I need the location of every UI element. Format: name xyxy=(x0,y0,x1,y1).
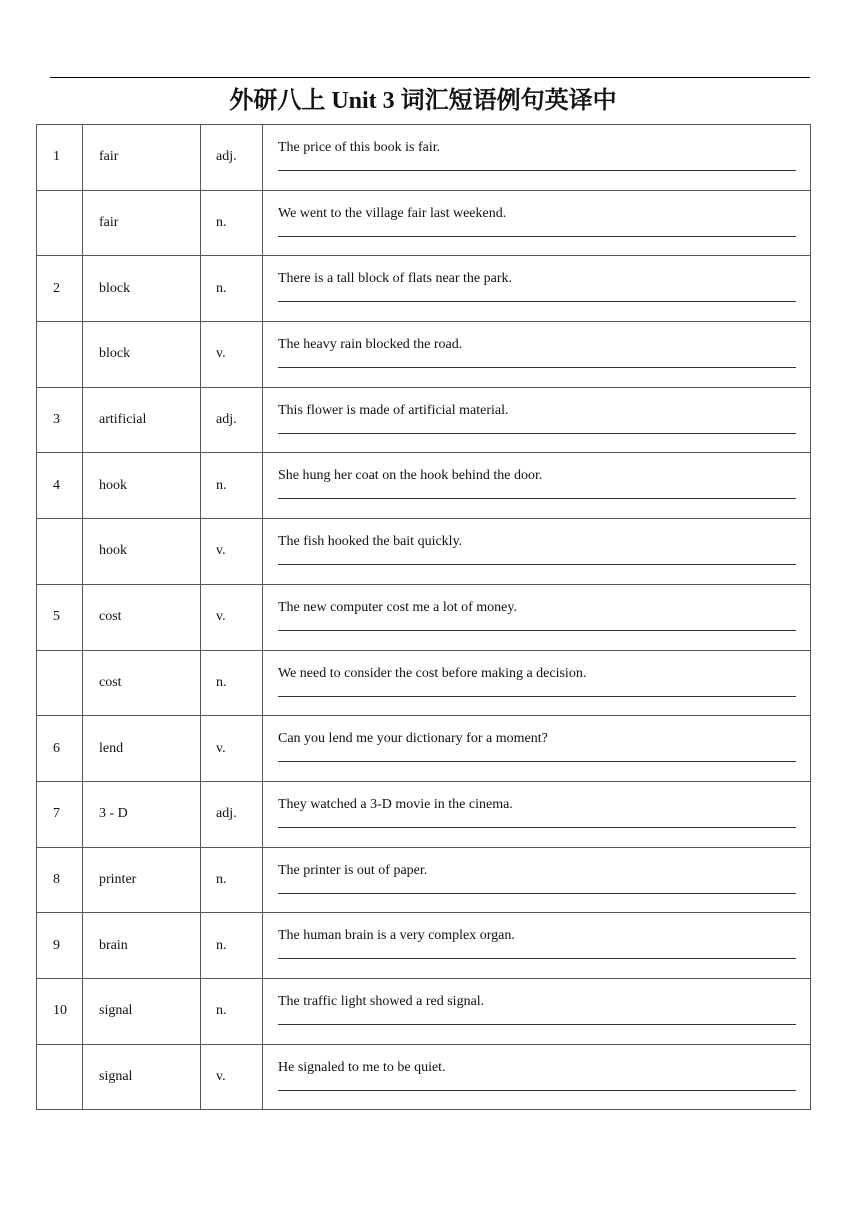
table-row xyxy=(37,847,811,913)
row-number xyxy=(37,650,83,716)
table-row xyxy=(37,650,811,716)
sentence-cell xyxy=(263,781,811,847)
part-of-speech: n. xyxy=(201,190,263,256)
example-sentence: There is a tall block of flats near the park. xyxy=(278,271,513,287)
example-sentence: We went to the village fair last weekend. xyxy=(278,205,507,221)
row-number: 1 xyxy=(37,125,83,191)
part-of-speech: n. xyxy=(201,913,263,979)
table-row xyxy=(37,387,811,453)
sentence-cell xyxy=(263,387,811,453)
vocab-word: fair xyxy=(83,190,201,256)
part-of-speech: v. xyxy=(201,1044,263,1110)
sentence-cell xyxy=(263,190,811,256)
sentence-cell xyxy=(263,913,811,979)
part-of-speech: n. xyxy=(201,453,263,519)
row-number: 8 xyxy=(37,847,83,913)
row-number: 2 xyxy=(37,256,83,322)
sentence-cell xyxy=(263,847,811,913)
vocab-word: cost xyxy=(83,584,201,650)
row-number: 3 xyxy=(37,387,83,453)
vocab-word: artificial xyxy=(83,387,201,453)
row-number xyxy=(37,190,83,256)
example-sentence: The fish hooked the bait quickly. xyxy=(278,534,463,550)
sentence-cell xyxy=(263,978,811,1044)
example-sentence: He signaled to me to be quiet. xyxy=(278,1059,446,1075)
table-row xyxy=(37,1044,811,1110)
part-of-speech: adj. xyxy=(201,387,263,453)
translation-answer-line[interactable] xyxy=(278,170,796,171)
translation-answer-line[interactable] xyxy=(278,893,796,894)
row-number xyxy=(37,322,83,388)
vocab-word: block xyxy=(83,322,201,388)
vocabulary-table xyxy=(36,124,811,1110)
example-sentence: The heavy rain blocked the road. xyxy=(278,337,463,353)
translation-answer-line[interactable] xyxy=(278,827,796,828)
translation-answer-line[interactable] xyxy=(278,564,796,565)
vocab-word: brain xyxy=(83,913,201,979)
example-sentence: The traffic light showed a red signal. xyxy=(278,993,485,1009)
vocab-word: printer xyxy=(83,847,201,913)
table-row xyxy=(37,781,811,847)
sentence-cell xyxy=(263,1044,811,1110)
example-sentence: They watched a 3-D movie in the cinema. xyxy=(278,796,513,812)
sentence-cell xyxy=(263,716,811,782)
vocab-word: cost xyxy=(83,650,201,716)
part-of-speech: v. xyxy=(201,519,263,585)
row-number: 7 xyxy=(37,781,83,847)
translation-answer-line[interactable] xyxy=(278,761,796,762)
row-number: 5 xyxy=(37,584,83,650)
part-of-speech: n. xyxy=(201,256,263,322)
translation-answer-line[interactable] xyxy=(278,301,796,302)
page-title: 外研八上 Unit 3 词汇短语例句英译中 xyxy=(229,88,617,114)
part-of-speech: n. xyxy=(201,650,263,716)
example-sentence: The new computer cost me a lot of money. xyxy=(278,599,517,615)
part-of-speech: n. xyxy=(201,847,263,913)
translation-answer-line[interactable] xyxy=(278,498,796,499)
table-row xyxy=(37,453,811,519)
translation-answer-line[interactable] xyxy=(278,1090,796,1091)
row-number: 10 xyxy=(37,978,83,1044)
vocab-word: 3 - D xyxy=(83,781,201,847)
vocab-word: fair xyxy=(83,125,201,191)
example-sentence: The printer is out of paper. xyxy=(278,862,428,878)
sentence-cell xyxy=(263,256,811,322)
translation-answer-line[interactable] xyxy=(278,696,796,697)
part-of-speech: n. xyxy=(201,978,263,1044)
vocab-word: hook xyxy=(83,519,201,585)
row-number: 9 xyxy=(37,913,83,979)
table-row xyxy=(37,190,811,256)
example-sentence: Can you lend me your dictionary for a moment? xyxy=(278,731,548,747)
table-row xyxy=(37,913,811,979)
vocab-word: signal xyxy=(83,978,201,1044)
part-of-speech: v. xyxy=(201,584,263,650)
sentence-cell xyxy=(263,453,811,519)
table-row xyxy=(37,716,811,782)
vocab-word: lend xyxy=(83,716,201,782)
example-sentence: The human brain is a very complex organ. xyxy=(278,928,515,944)
part-of-speech: adj. xyxy=(201,125,263,191)
table-row xyxy=(37,978,811,1044)
vocab-word: block xyxy=(83,256,201,322)
translation-answer-line[interactable] xyxy=(278,367,796,368)
vocab-word: signal xyxy=(83,1044,201,1110)
translation-answer-line[interactable] xyxy=(278,1024,796,1025)
table-row xyxy=(37,584,811,650)
translation-answer-line[interactable] xyxy=(278,236,796,237)
vocab-word: hook xyxy=(83,453,201,519)
sentence-cell xyxy=(263,584,811,650)
translation-answer-line[interactable] xyxy=(278,433,796,434)
header-rule xyxy=(50,77,810,78)
sentence-cell xyxy=(263,125,811,191)
example-sentence: She hung her coat on the hook behind the door. xyxy=(278,468,543,484)
table-row xyxy=(37,256,811,322)
part-of-speech: v. xyxy=(201,322,263,388)
row-number xyxy=(37,519,83,585)
sentence-cell xyxy=(263,650,811,716)
table-row xyxy=(37,322,811,388)
sentence-cell xyxy=(263,519,811,585)
table-row xyxy=(37,125,811,191)
translation-answer-line[interactable] xyxy=(278,630,796,631)
row-number xyxy=(37,1044,83,1110)
sentence-cell xyxy=(263,322,811,388)
part-of-speech: adj. xyxy=(201,781,263,847)
row-number: 4 xyxy=(37,453,83,519)
row-number: 6 xyxy=(37,716,83,782)
table-row xyxy=(37,519,811,585)
example-sentence: This flower is made of artificial material. xyxy=(278,402,509,418)
example-sentence: We need to consider the cost before making a decision. xyxy=(278,665,587,681)
part-of-speech: v. xyxy=(201,716,263,782)
example-sentence: The price of this book is fair. xyxy=(278,140,441,155)
translation-answer-line[interactable] xyxy=(278,958,796,959)
